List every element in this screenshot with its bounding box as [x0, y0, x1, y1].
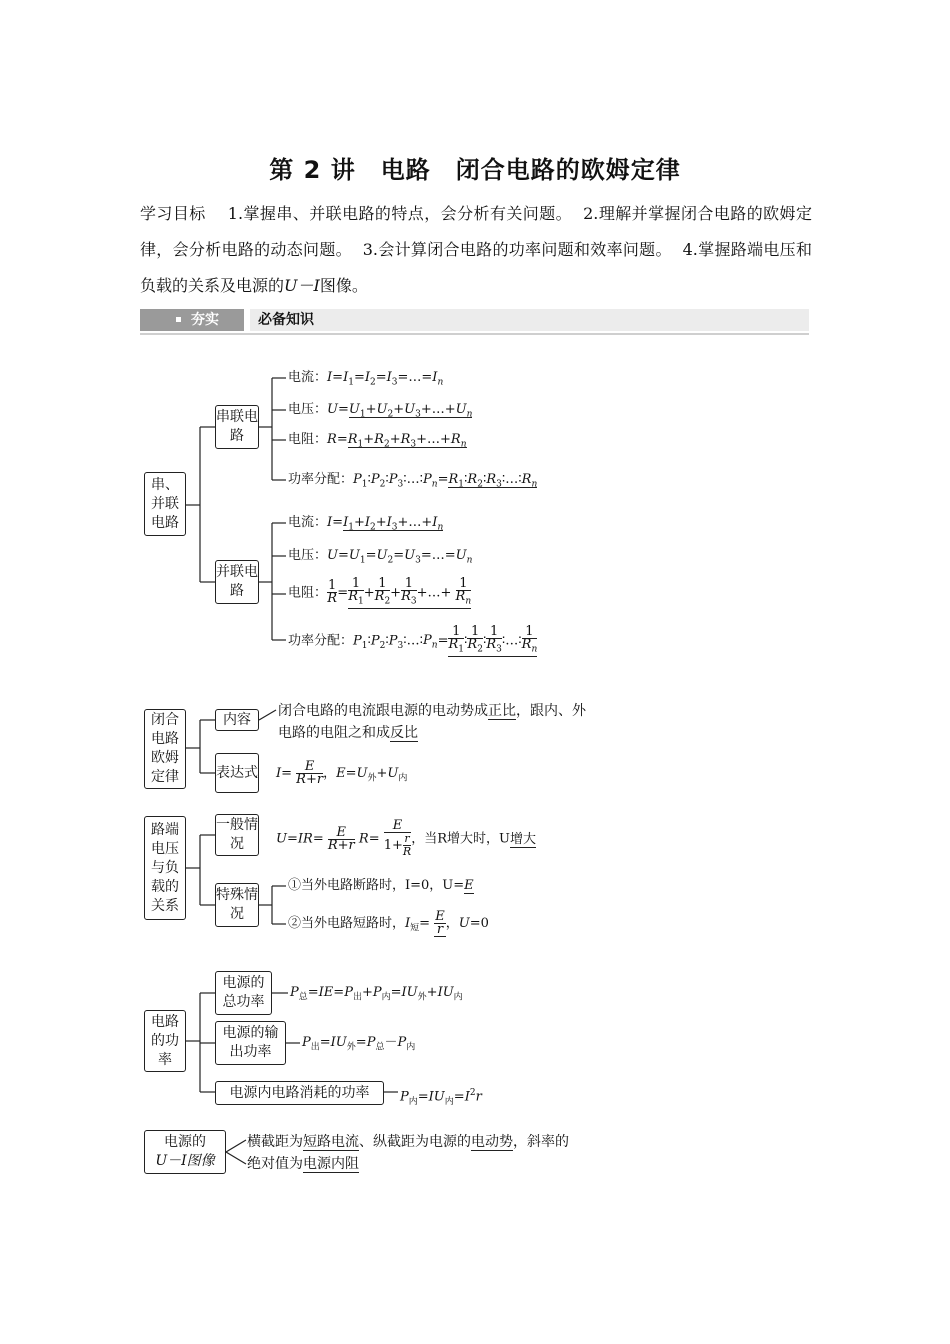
- node-circuit-power: 电路的功率: [144, 1010, 186, 1072]
- node-series-parallel: 串、并联电路: [144, 472, 186, 536]
- ui-graph-description: 横截距为短路电流、纵截距为电源的电动势，斜率的 绝对值为电源内阻: [247, 1134, 569, 1172]
- ohm-law-statement: 闭合电路的电流跟电源的电动势成正比，跟内、外 电路的电阻之和成反比: [278, 703, 586, 741]
- output-power-formula: $P_出=IU_外=P_总-P_内$: [302, 1035, 416, 1053]
- parallel-voltage: 电压：$U=U_1=U_2=U_3=\dots=U_n$: [288, 548, 473, 566]
- goal-4-ui: U－I: [284, 276, 320, 295]
- node-content: 内容: [215, 709, 259, 731]
- series-resistance: 电阻：$R=R_1+R_2+R_3+\dots+R_n$: [288, 432, 467, 450]
- node-total-power: 电源的总功率: [215, 971, 272, 1015]
- node-closed-circuit-ohm: 闭合电路欧姆定律: [144, 709, 186, 789]
- node-internal-power: 电源内电路消耗的功率: [215, 1081, 384, 1105]
- series-power: 功率分配：$P_1∶P_2∶P_3∶\dots∶P_n=R_1∶R_2∶R_3∶\dots∶R_n$: [288, 472, 538, 490]
- node-output-power: 电源的输出功率: [215, 1021, 286, 1065]
- goal-3: 3.会计算闭合电路的功率问题和效率问题。: [362, 240, 672, 259]
- node-expression: 表达式: [215, 753, 259, 793]
- node-special-case: 特殊情况: [215, 883, 259, 927]
- banner-tag: 夯实: [140, 309, 244, 331]
- node-parallel-circuit: 并联电路: [215, 560, 259, 604]
- parallel-current: 电流：$I=I_1+I_2+I_3+\dots+I_n$: [288, 515, 444, 533]
- goal-4: 4.掌握路端电压和负载的关系及电源的: [140, 240, 812, 295]
- special-case-short: ②当外电路短路时，$I_短=$ $\frac{E}{r}$ ，U=0: [288, 909, 489, 937]
- total-power-formula: $P_总=IE=P_出+P_内=IU_外+IU_内$: [290, 985, 463, 1003]
- banner-heading: 必备知识: [250, 309, 809, 331]
- parallel-power: 功率分配：$P_1∶P_2∶P_3∶\dots∶P_n=$ $\frac{1}{R_1}$ ∶ $\frac{1}{R_2}$ ∶ $\frac{1}{R_3}$ ∶…∶ $\frac{1}{R_n}$: [288, 624, 538, 655]
- internal-power-formula: $P_内=IU_内=I^2r$: [400, 1088, 482, 1107]
- series-current: 电流：$I=I_1=I_2=I_3=\dots=I_n$: [288, 370, 444, 388]
- series-voltage: 电压：$U=U_1+U_2+U_3+\dots+U_n$: [288, 402, 473, 420]
- ohm-law-expression: I= $\frac{E}{R+r}$ ，$E=U_外+U_内$: [276, 759, 408, 787]
- parallel-resistance: 电阻： $\frac{1}{R}$ = $\frac{1}{R_1}$ + $\frac{1}{R_2}$ + $\frac{1}{R_3}$ +…+ $\frac{1}{R_n}$: [288, 576, 472, 607]
- special-case-open: ①当外电路断路时，I=0，U=E: [288, 878, 474, 893]
- general-case-formula: U=IR= $\frac{E}{R+r}$ R= E 1+ $\frac{r}{R}$ ，当R增大时，U增大: [276, 818, 536, 858]
- page-title: 第 2 讲 电路 闭合电路的欧姆定律: [269, 156, 681, 184]
- node-general-case: 一般情况: [215, 814, 259, 856]
- node-terminal-voltage: 路端电压与负载的关系: [144, 816, 186, 920]
- goal-4-post: 图像。: [319, 276, 368, 295]
- goal-1: 1.掌握串、并联电路的特点，会分析有关问题。: [227, 204, 573, 223]
- goal-2: 2.理解并掌握闭合电路的欧姆定律，会分析电路的动态问题。: [140, 204, 812, 259]
- node-series-circuit: 串联电路: [215, 405, 259, 449]
- node-ui-graph: 电源的 U－I图像: [144, 1130, 226, 1174]
- goals-label: 学习目标: [140, 204, 206, 223]
